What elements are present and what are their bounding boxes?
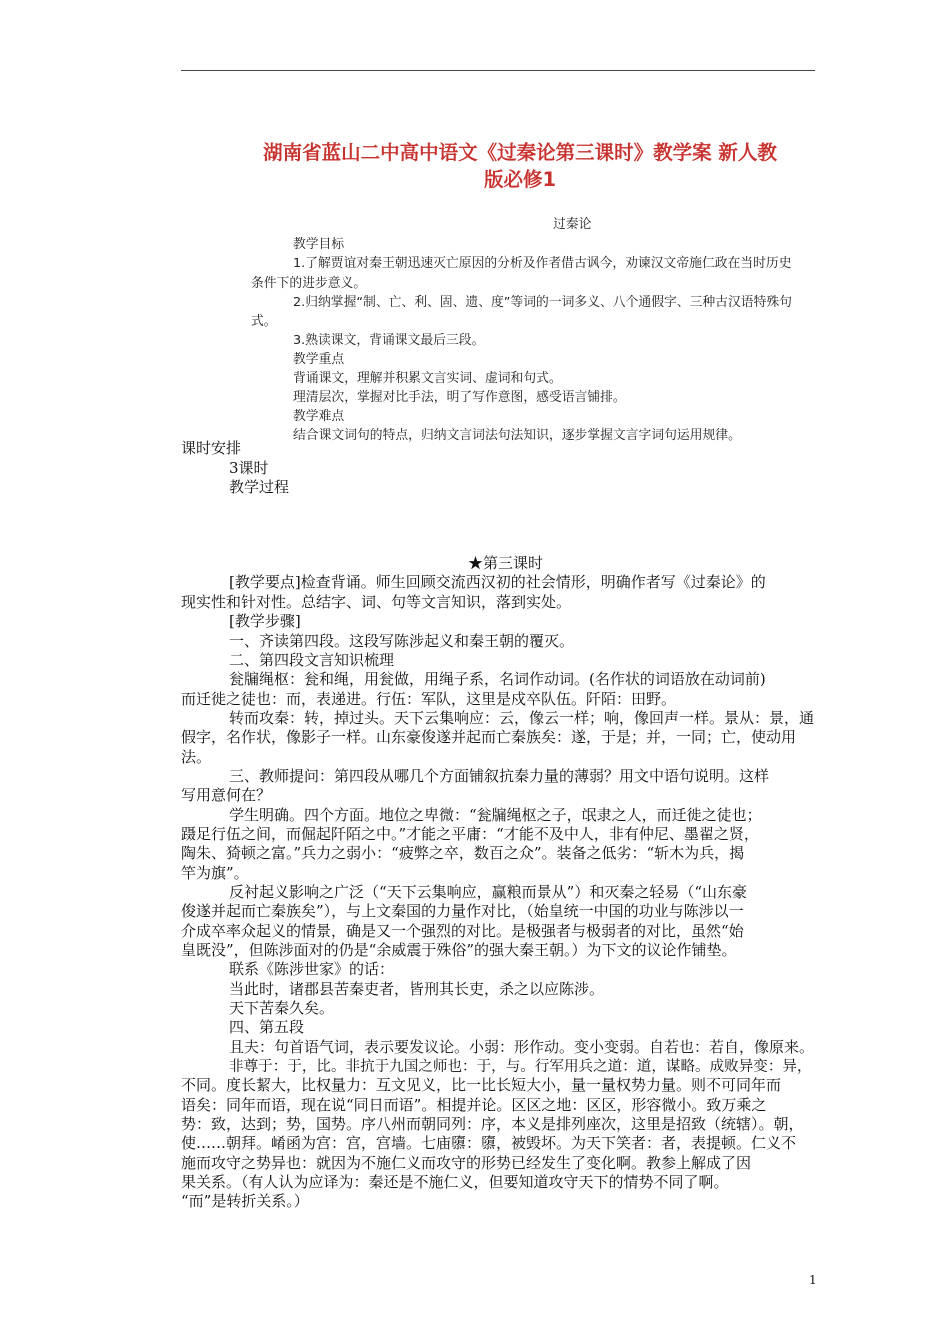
body-line: 联系《陈涉世家》的话： [229,960,395,978]
goals-title: 教学目标 [293,237,345,252]
title-line-1: 湖南省蓝山二中高中语文《过秦论第三课时》教学案 新人教 [263,141,777,164]
body-line: 反衬起义影响之广泛（“天下云集响应，赢粮而景从”）和灭秦之轻易（“山东豪 [229,883,748,901]
body-line: “而”是转折关系。） [181,1192,309,1210]
document-title [190,139,850,193]
body-line: 二、第四段文言知识梳理 [229,651,395,669]
lesson-heading: ★第三课时 [468,554,544,572]
body-line: 教学过程 [229,478,290,496]
goal-2b: 式。 [251,314,277,329]
body-line: 果关系。（有人认为应译为：秦还是不施仁义，但要知道攻守天下的情势不同了啊。 [181,1173,729,1191]
key-1: 背诵课文，理解并积累文言实词、虚词和句式。 [293,371,562,386]
body-line: 陶朱、猗顿之富。”兵力之弱小：“疲弊之卒，数百之众”。装备之低劣：“斩木为兵，揭 [181,844,745,862]
body-line: 现实性和针对性。总结字、词、句等文言知识，落到实处。 [181,593,572,611]
body-line: 一、齐读第四段。这段写陈涉起义和秦王朝的覆灭。 [229,632,575,650]
body-line: 天下苦秦久矣。 [229,999,335,1017]
body-line: 不同。度长絜大，比权量力：互文见义，比一比长短大小，量一量权势力量。则不可同年而 [181,1076,782,1094]
body-line: 法。 [181,748,212,766]
body-line: 势：致，达到；势，国势。序八州而朝同列：序，本义是排列座次，这里是招致（统辖）。朝， [181,1115,804,1133]
body-line: 俊遂并起而亡秦族矣”），与上文秦国的力量作对比，（始皇统一中国的功业与陈涉以一 [181,902,744,920]
body-line: 四、第五段 [229,1018,305,1036]
difficulty-title: 教学难点 [293,409,345,424]
goal-1b: 条件下的进步意义。 [251,276,367,291]
body-line: 学生明确。四个方面。地位之卑微：“瓮牖绳枢之子，氓隶之人，而迁徙之徒也； [229,806,762,824]
goal-1a: 1.了解贾谊对秦王朝迅速灭亡原因的分析及作者借古讽今，劝谏汉文帝施仁政在当时历史 [293,256,792,271]
body-line: 皇既没”，但陈涉面对的仍是“余威震于殊俗”的强大秦王朝。）为下文的议论作铺垫。 [181,941,737,959]
key-title: 教学重点 [293,352,345,367]
body-line: 施而攻守之势异也：就因为不施仁义而攻守的形势已经发生了变化啊。教参上解成了因 [181,1154,752,1172]
body-line: 使……朝拜。崤函为宫：宫，宫墙。七庙隳：隳，被毁坏。为天下笑者：者，表提顿。仁义不 [181,1134,797,1152]
goal-2a: 2.归纳掌握“制、亡、利、固、遗、度”等词的一词多义、八个通假字、三种古汉语特殊句 [293,295,792,310]
key-2: 理清层次，掌握对比手法，明了写作意图，感受语言铺排。 [293,390,626,405]
body-line: 当此时，诸郡县苦秦吏者，皆刑其长吏，杀之以应陈涉。 [229,980,605,998]
body-line: 非尊于：于，比。非抗于九国之师也：于，与。行军用兵之道：道，谋略。成败异变：异， [229,1058,812,1075]
body-line: 且夫：句首语气词，表示要发议论。小弱：形作动。变小变弱。自若也：若自，像原来。 [229,1038,815,1056]
title-line-2: 版必修1 [483,168,557,191]
difficulty-1: 结合课文词句的特点，归纳文言词法句法知识，逐步掌握文言字词句运用规律。 [293,428,741,443]
section-heading: 过秦论 [553,217,592,232]
body-line: 转而攻秦：转，掉过头。天下云集响应：云，像云一样；响，像回声一样。景从：景，通 [229,709,815,727]
goal-3: 3.熟读课文，背诵课文最后三段。 [293,333,485,348]
body-line: 而迁徙之徒也：而，表递进。行伍：军队，这里是戍卒队伍。阡陌：田野。 [181,690,677,708]
body-line: [教学步骤] [229,612,301,630]
body-line: 语矣：同年而语，现在说“同日而语”。相提并论。区区之地：区区，形容微小。致万乘之 [181,1096,767,1114]
body-line: 蹑足行伍之间，而倔起阡陌之中。”才能之平庸：“才能不及中人，非有仲尼、墨翟之贤， [181,825,759,843]
body-line: 课时安排 [181,439,242,457]
body-line: 三、教师提问：第四段从哪几个方面铺叙抗秦力量的薄弱？用文中语句说明。这样 [229,767,770,785]
body-line: 介成卒率众起义的情景，确是又一个强烈的对比。是极强者与极弱者的对比，虽然“始 [181,922,744,940]
body-line: 假字，名作状，像影子一样。山东豪俊遂并起而亡秦族矣：遂，于是；并，一同；亡，使动用 [181,728,797,746]
header-rule [181,70,815,71]
body-line: 3课时 [229,459,269,477]
body-line: [教学要点]检查背诵。师生回顾交流西汉初的社会情形，明确作者写《过秦论》的 [229,573,766,591]
body-line: 瓮牖绳枢：瓮和绳，用瓮做，用绳子系，名词作动词。(名作状的词语放在动词前) [229,670,766,688]
page-number: 1 [809,1273,817,1287]
body-line: 竿为旗”。 [181,864,249,882]
body-line: 写用意何在？ [181,786,272,804]
